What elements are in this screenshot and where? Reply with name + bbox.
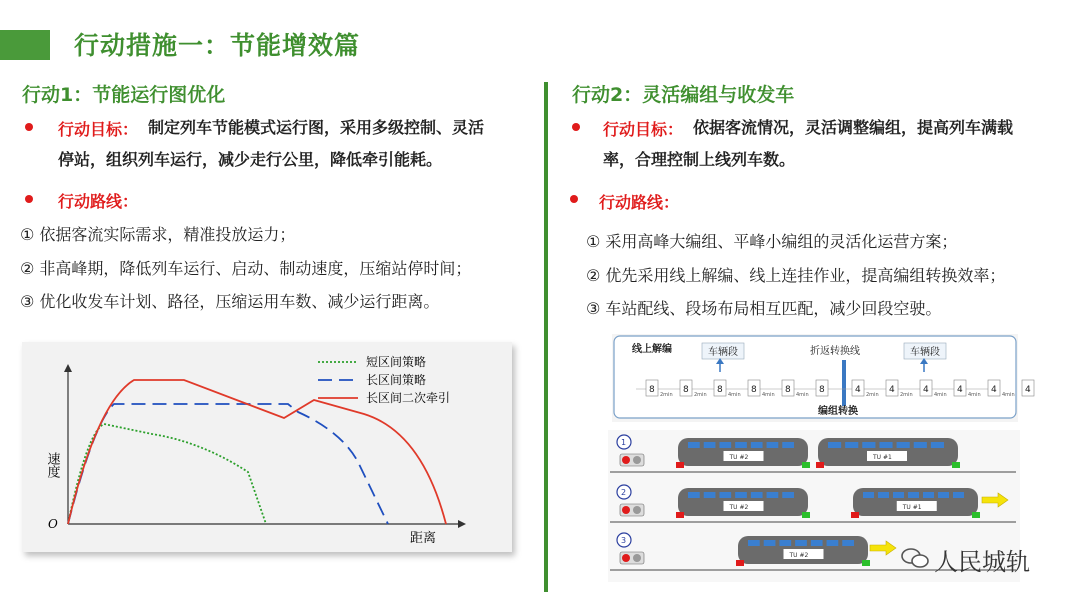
train-id: TU #1 <box>902 504 922 511</box>
chart-y-label: 速度 <box>44 452 60 478</box>
train-window <box>827 540 839 546</box>
right-gap-label: 2min <box>900 392 913 398</box>
formation-diagram <box>612 334 1031 422</box>
right-gap-label: 4min <box>1002 392 1015 398</box>
left-goal-label: 行动目标： <box>58 120 139 139</box>
left-route-item: ① 依据客流实际需求，精准投放运力； <box>20 225 296 244</box>
signal-off-icon <box>633 554 641 562</box>
left-cell-label: 8 <box>819 385 825 395</box>
left-cell-label: 8 <box>785 385 791 395</box>
train-window <box>828 442 841 448</box>
head-light-icon <box>802 512 810 518</box>
right-cell-label: 4 <box>1025 385 1031 395</box>
turnback-bar <box>842 360 846 406</box>
train-car <box>851 488 980 518</box>
left-cell-label: 8 <box>751 385 757 395</box>
left-gap-label: 4min <box>796 392 809 398</box>
head-light-icon <box>952 462 960 468</box>
train-id: TU #2 <box>729 504 749 511</box>
legend-long: 长区间策略 <box>366 373 427 387</box>
tail-light-icon <box>851 512 859 518</box>
column-divider <box>544 82 548 592</box>
long-strategy-line <box>68 404 388 524</box>
left-gap-label: 2min <box>694 392 707 398</box>
tail-light-icon <box>676 512 684 518</box>
tail-light-icon <box>676 462 684 468</box>
diagram-depot-left: 车辆段 <box>708 347 738 358</box>
diagram-left-label: 线上解编 <box>632 344 672 355</box>
train-window <box>767 492 779 498</box>
train-window <box>719 442 731 448</box>
train-window <box>938 492 949 498</box>
tail-light-icon <box>816 462 824 468</box>
right-route-item: ③ 车站配线、段场布局相互匹配，减少回段空驶。 <box>586 299 942 318</box>
right-gap-label: 4min <box>968 392 981 398</box>
right-gap-label: 2min <box>866 392 879 398</box>
train-window <box>688 492 700 498</box>
train-id: TU #2 <box>789 552 809 559</box>
train-window <box>767 442 779 448</box>
train-window <box>751 492 763 498</box>
train-window <box>878 492 889 498</box>
train-window <box>862 442 875 448</box>
step-number: 3 <box>621 536 627 545</box>
train-window <box>842 540 854 546</box>
diagram-bottom-label: 编组转换 <box>818 406 858 417</box>
train-car <box>736 536 870 566</box>
train-window <box>879 442 892 448</box>
short-strategy-line <box>68 424 266 524</box>
train-window <box>688 442 700 448</box>
train-car <box>816 438 960 468</box>
train-window <box>897 442 910 448</box>
diagram-middle-label: 折返转换线 <box>810 346 860 357</box>
train-window <box>908 492 919 498</box>
left-route-item: ③ 优化收发车计划、路径，压缩运用车数、减少运行距离。 <box>20 292 440 311</box>
left-goal-text-1: 制定列车节能模式运行图，采用多级控制、灵活 <box>148 118 485 137</box>
train-window <box>704 442 716 448</box>
train-window <box>953 492 964 498</box>
header-accent-bar <box>0 30 50 60</box>
x-axis-arrow-icon <box>458 520 466 528</box>
signal-off-icon <box>633 506 641 514</box>
right-goal-text-2: 率，合理控制上线列车数。 <box>603 150 796 169</box>
head-light-icon <box>972 512 980 518</box>
train-window <box>923 492 934 498</box>
right-route-item: ② 优先采用线上解编、线上连挂作业，提高编组转换效率； <box>586 266 1006 285</box>
signal-red-icon <box>622 506 630 514</box>
train-window <box>764 540 776 546</box>
legend-short: 短区间策略 <box>366 355 427 369</box>
formation-svg <box>612 334 1031 422</box>
bullet-icon <box>572 123 580 131</box>
left-route-item: ② 非高峰期，降低列车运行、启动、制动速度，压缩站停时间； <box>20 259 472 278</box>
train-window <box>782 442 794 448</box>
chart-svg <box>22 342 512 552</box>
signal-red-icon <box>622 554 630 562</box>
bullet-icon <box>570 195 578 203</box>
left-route-label: 行动路线： <box>58 192 139 211</box>
right-gap-label: 4min <box>934 392 947 398</box>
train-window <box>735 492 747 498</box>
train-id: TU #1 <box>873 454 892 461</box>
wechat-icon <box>900 546 930 570</box>
legend-second: 长区间二次牵引 <box>366 391 451 405</box>
train-window <box>751 442 763 448</box>
train-window <box>704 492 716 498</box>
train-window <box>845 442 858 448</box>
train-window <box>811 540 823 546</box>
watermark-text: 人民城轨 <box>934 548 1030 576</box>
train-window <box>719 492 731 498</box>
chart-origin: O <box>48 517 58 531</box>
left-gap-label: 4min <box>728 392 741 398</box>
train-car <box>676 488 810 518</box>
head-light-icon <box>862 560 870 566</box>
train-window <box>893 492 904 498</box>
left-cell-label: 8 <box>683 385 689 395</box>
train-window <box>795 540 807 546</box>
direction-arrow-icon <box>982 493 1008 507</box>
train-window <box>779 540 791 546</box>
left-section-title: 行动1：节能运行图优化 <box>22 84 226 106</box>
signal-red-icon <box>622 456 630 464</box>
right-route-label: 行动路线： <box>599 193 680 212</box>
step-number: 1 <box>621 438 627 447</box>
page-title: 行动措施一：节能增效篇 <box>74 31 361 60</box>
head-light-icon <box>802 462 810 468</box>
right-cell-label: 4 <box>923 385 929 395</box>
train-window <box>782 492 794 498</box>
tail-light-icon <box>736 560 744 566</box>
right-goal-text-1: 依据客流情况，灵活调整编组，提高列车满载 <box>693 118 1014 137</box>
train-window <box>748 540 760 546</box>
left-cell-label: 8 <box>649 385 655 395</box>
train-window <box>863 492 874 498</box>
chart-x-label: 距离 <box>410 531 437 546</box>
train-window <box>931 442 944 448</box>
train-car <box>676 438 810 468</box>
bullet-icon <box>25 195 33 203</box>
y-axis-arrow-icon <box>64 364 72 372</box>
left-cell-label: 8 <box>717 385 723 395</box>
right-cell-label: 4 <box>889 385 895 395</box>
right-route-item: ① 采用高峰大编组、平峰小编组的灵活化运营方案； <box>586 232 958 251</box>
right-section-title: 行动2：灵活编组与收发车 <box>572 84 795 106</box>
train-window <box>914 442 927 448</box>
signal-off-icon <box>633 456 641 464</box>
left-gap-label: 4min <box>762 392 775 398</box>
speed-distance-chart <box>22 342 512 552</box>
diagram-depot-right: 车辆段 <box>910 347 940 358</box>
right-goal-label: 行动目标： <box>603 120 684 139</box>
left-gap-label: 2min <box>660 392 673 398</box>
step-number: 2 <box>621 488 627 497</box>
direction-arrow-icon <box>870 541 896 555</box>
right-cell-label: 4 <box>855 385 861 395</box>
right-cell-label: 4 <box>957 385 963 395</box>
train-id: TU #2 <box>729 454 749 461</box>
train-window <box>735 442 747 448</box>
right-cell-label: 4 <box>991 385 997 395</box>
left-goal-text-2: 停站，组织列车运行，减少走行公里，降低牵引能耗。 <box>58 150 443 169</box>
bullet-icon <box>25 123 33 131</box>
